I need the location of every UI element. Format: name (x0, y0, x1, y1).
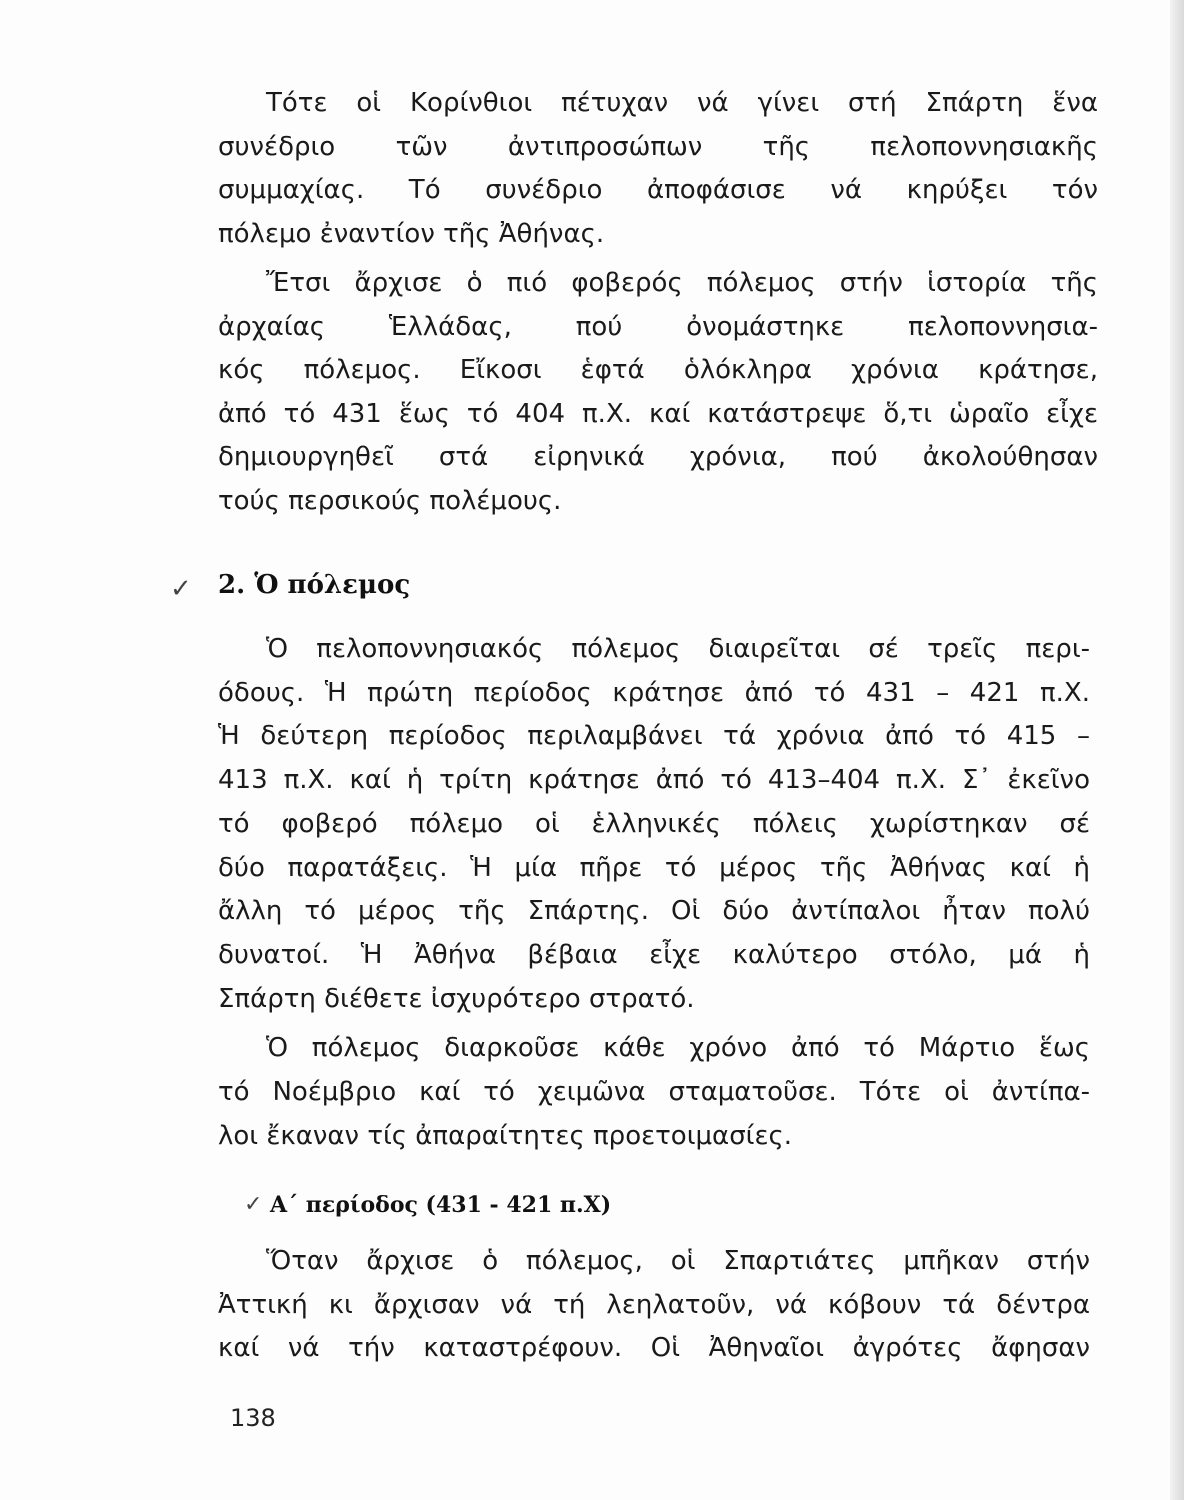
subsection-heading: Α΄ περίοδος (431 - 421 π.Χ) (270, 1192, 612, 1218)
text-line: 413 π.Χ. καί ἡ τρίτη κράτησε ἀπό τό 413–404 π.Χ. Σ᾽ ἐκεῖνο (218, 765, 1090, 796)
text-line: καί νά τήν καταστρέφουν. Οἱ Ἀθηναῖοι ἀγρότες ἄφησαν (218, 1333, 1090, 1363)
text-line: δύο παρατάξεις. Ἡ μία πῆρε τό μέρος τῆς Ἀθήνας καί ἡ (218, 852, 1090, 883)
text-line: κός πόλεμος. Εἴκοσι ἑφτά ὁλόκληρα χρόνια κράτησε, (218, 355, 1098, 385)
text-line: λοι ἔκαναν τίς ἀπαραίτητες προετοιμασίες. (218, 1120, 793, 1151)
check-mark-icon: ✓ (170, 574, 192, 604)
text-line: συνέδριο τῶν ἀντιπροσώπων τῆς πελοποννησιακῆς (218, 131, 1098, 162)
check-mark-icon: ✓ (244, 1192, 263, 1217)
section-2-text (218, 628, 1090, 1158)
intro-text (218, 82, 1098, 523)
page-number: 138 (230, 1404, 276, 1432)
text-line: ἀρχαίας Ἑλλάδας, πού ὀνομάστηκε πελοποννησια- (218, 311, 1098, 342)
text-line: τό Νοέμβριο καί τό χειμῶνα σταματοῦσε. Τότε οἱ ἀντίπα- (218, 1077, 1090, 1108)
period-a-paragraph-1 (218, 1240, 1090, 1371)
text-line: Ἀττική κι ἄρχισαν νά τή λεηλατοῦν, νά κόβουν τά δέντρα (218, 1289, 1090, 1320)
text-line: ἄλλη τό μέρος τῆς Σπάρτης. Οἱ δύο ἀντίπαλοι ἦταν πολύ (218, 896, 1090, 927)
section-heading: 2. Ὁ πόλεμος (218, 570, 411, 600)
intro-paragraph-1 (218, 82, 1098, 256)
text-line: όδους. Ἡ πρώτη περίοδος κράτησε ἀπό τό 431 – 421 π.Χ. (218, 677, 1090, 708)
text-line: Ἡ δεύτερη περίοδος περιλαμβάνει τά χρόνια ἀπό τό 415 – (218, 721, 1090, 752)
text-line: δημιουργηθεῖ στά εἰρηνικά χρόνια, πού ἀκολούθησαν (218, 442, 1098, 472)
text-line: ἀπό τό 431 ἕως τό 404 π.Χ. καί κατάστρεψε ὅ,τι ὡραῖο εἶχε (218, 398, 1098, 429)
text-line: Ὁ πόλεμος διαρκοῦσε κάθε χρόνο ἀπό τό Μάρτιο ἕως (266, 1033, 1090, 1064)
text-line: συμμαχίας. Τό συνέδριο ἀποφάσισε νά κηρύξει τόν (218, 175, 1098, 205)
section-2-paragraph-1 (218, 628, 1090, 1021)
text-line: τό φοβερό πόλεμο οἱ ἑλληνικές πόλεις χωρίστηκαν σέ (218, 808, 1090, 839)
text-line: πόλεμο ἐναντίον τῆς Ἀθήνας. (218, 218, 605, 249)
text-line: τούς περσικούς πολέμους. (218, 485, 562, 516)
text-line: Τότε οἱ Κορίνθιοι πέτυχαν νά γίνει στή Σπάρτη ἕνα (266, 88, 1098, 118)
text-line: Ὁ πελοποννησιακός πόλεμος διαιρεῖται σέ τρεῖς περι- (266, 634, 1090, 664)
intro-paragraph-2 (218, 262, 1098, 523)
text-line: δυνατοί. Ἡ Ἀθήνα βέβαια εἶχε καλύτερο στόλο, μά ἡ (218, 939, 1090, 970)
text-line: Ἔτσι ἄρχισε ὁ πιό φοβερός πόλεμος στήν ἱστορία τῆς (266, 268, 1098, 298)
text-line: Σπάρτη διέθετε ἰσχυρότερο στρατό. (218, 983, 695, 1014)
section-2-paragraph-2 (218, 1027, 1090, 1158)
period-a-text (218, 1240, 1090, 1371)
page-edge-shadow (1170, 0, 1184, 1500)
text-line: Ὅταν ἄρχισε ὁ πόλεμος, οἱ Σπαρτιάτες μπῆκαν στήν (266, 1246, 1090, 1276)
